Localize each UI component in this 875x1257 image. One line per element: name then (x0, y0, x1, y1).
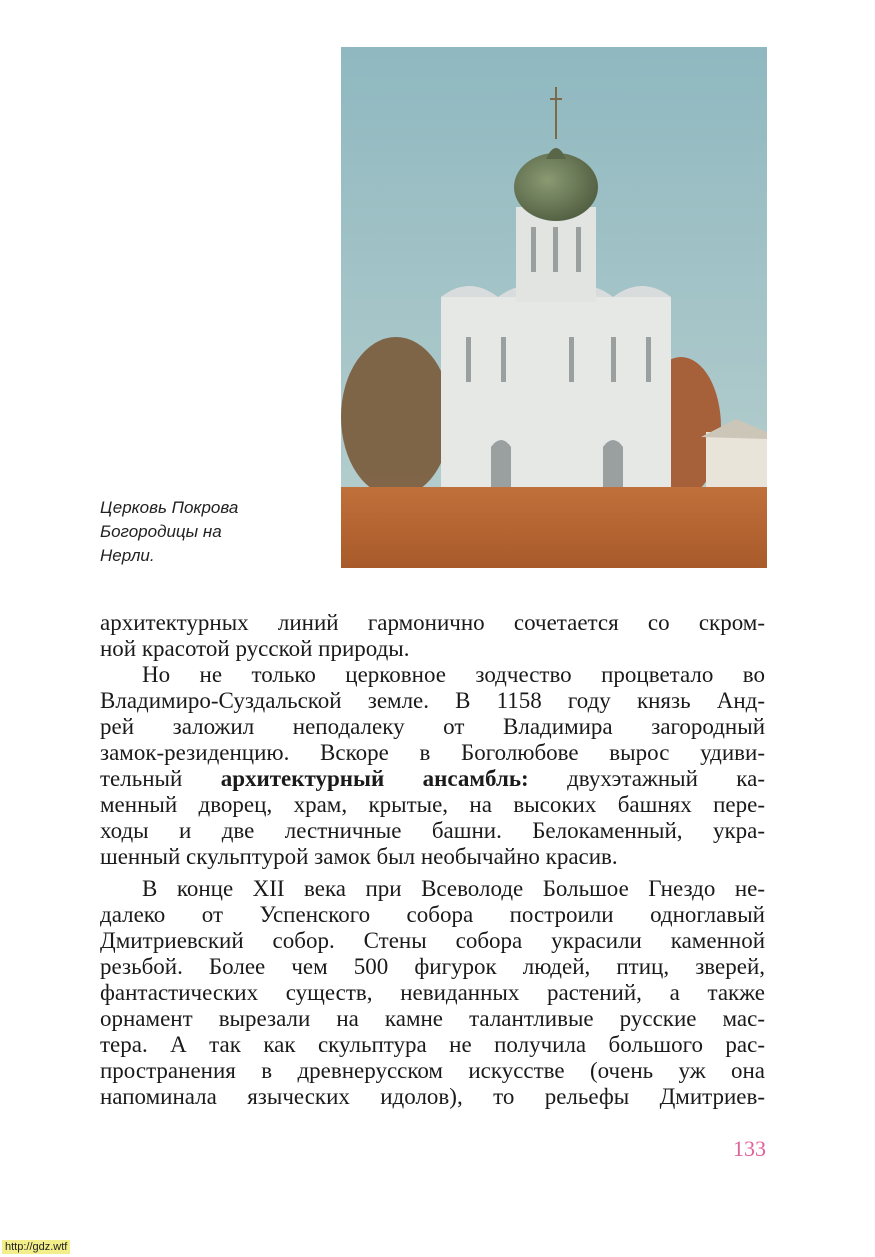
church-photo (341, 47, 767, 568)
text-line (100, 766, 765, 792)
text-line: орнамент вырезали на камне талантливые русские мас- (100, 1006, 765, 1031)
text-line: фантастических существ, невиданных растений, а также (100, 980, 765, 1005)
text-line: пространения в древнерусском искусстве (очень уж она (100, 1058, 765, 1083)
text-line: менный дворец, храм, крытые, на высоких башнях пере- (100, 792, 765, 817)
text-line: резьбой. Более чем 500 фигурок людей, птиц, зверей, (100, 954, 765, 979)
text-line: ходы и две лестничные башни. Белокаменный, укра- (100, 818, 765, 843)
text-line: В конце XII века при Всеволоде Большое Гнездо не- (142, 876, 765, 901)
caption-line: Нерли. (100, 546, 155, 565)
text-line: архитектурных линий гармонично сочетается со скром- (100, 610, 765, 635)
text-line: шенный скульптурой замок был необычайно красив. (100, 844, 618, 869)
figure-caption (100, 496, 238, 568)
text-line: далеко от Успенского собора построили одноглавый (100, 902, 765, 927)
caption-line: Богородицы на (100, 522, 222, 541)
footer-link[interactable]: http://gdz.wtf (2, 1240, 70, 1254)
text-run: двухэтажный ка- (528, 766, 765, 791)
text-line: ной красотой русской природы. (100, 636, 410, 661)
text-line: Но не только церковное зодчество процветало во (142, 662, 765, 687)
text-line: замок-резиденцию. Вскоре в Боголюбове вырос удиви- (100, 740, 765, 765)
text-line: Дмитриевский собор. Стены собора украсили каменной (100, 928, 765, 953)
body-text (100, 610, 765, 1110)
text-line: напоминала языческих идолов), то рельефы Дмитриев- (100, 1084, 765, 1109)
text-run: тельный (100, 766, 221, 791)
page-number: 133 (733, 1136, 766, 1161)
text-line: Владимиро-Суздальской земле. В 1158 году князь Анд- (100, 688, 765, 713)
text-line: тера. А так как скульптура не получила большого рас- (100, 1032, 765, 1057)
key-term: архитектурный ансамбль: (220, 766, 529, 791)
caption-line: Церковь Покрова (100, 498, 239, 517)
text-line: рей заложил неподалеку от Владимира загородный (100, 714, 765, 739)
